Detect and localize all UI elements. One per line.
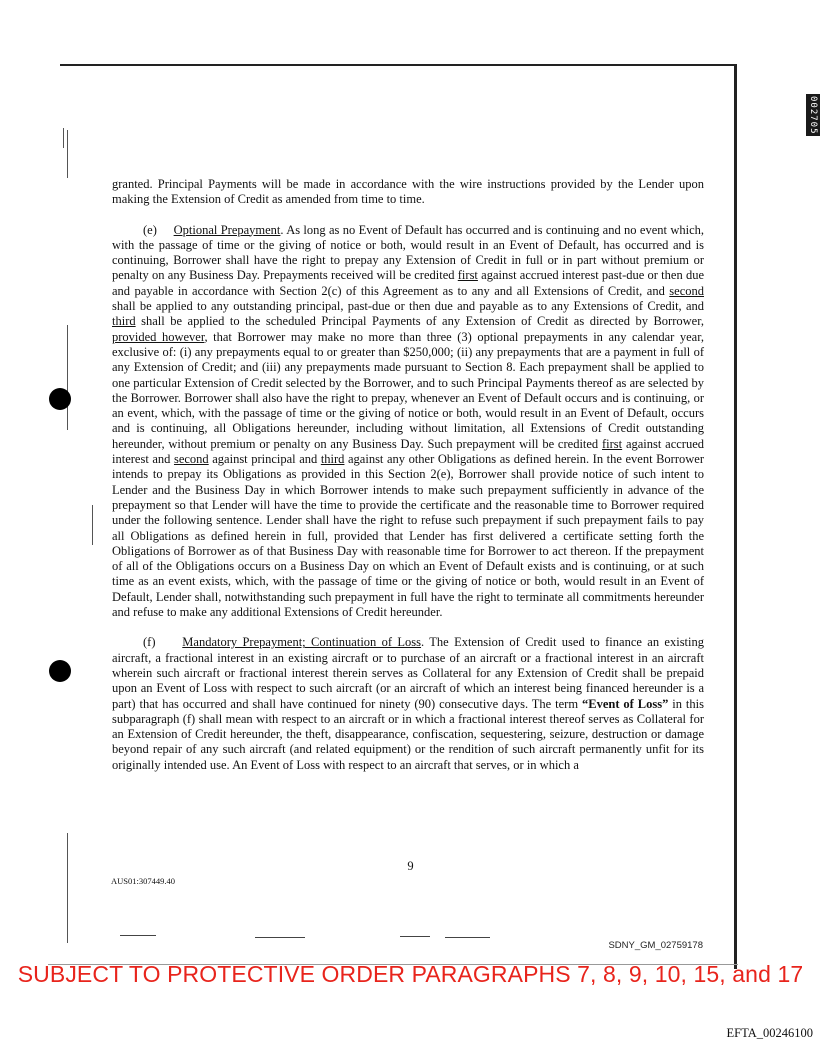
- scan-border-right: [734, 64, 737, 969]
- section-f-label: (f): [143, 635, 156, 650]
- section-e-optional-prepayment: (e) Optional Prepayment. As long as no Event of Default has occurred and is continuing and no event which, with the passage of time or the giving of notice or both, would result in an Event of Default, has occurred and is continuing, Borrower shall have the right to prepay any Extension of Credit in full or in part without premium or penalty on any Business Day. Prepayments received will be credited first against accrued interest past-due or then due and payable in accordance with Section 2(c) of this Agreement as to any and all Extensions of Credit, and second shall be applied to any outstanding principal, past-due or then due and payable as to any Extensions of Credit, and third shall be applied to the scheduled Principal Payments of any Extension of Credit as directed by Borrower, provided however, that Borrower may make no more than three (3) optional prepayments in any calendar year, exclusive of: (i) any prepayments equal to or greater than $250,000; (ii) any prepayments that are a payment in full of any Extension of Credit; and (iii) any prepayments made pursuant to Section 8. Each prepayment shall be applied to one particular Extension of Credit selected by the Borrower, and to such Principal Payments thereof as are selected by the Borrower. Borrower shall also have the right to prepay, whenever an Event of Default occurs and is continuing, or an event, which, with the passage of time or the giving of notice or both, would result in an Event of Default, occurs and is continuing, all Obligations hereunder, including without limitation, all Extensions of Credit outstanding hereunder, without premium or penalty on any Business Day. Such prepayment will be credited first against accrued interest and second against principal and third against any other Obligations as defined herein. In the event Borrower intends to prepay its Obligations as provided in this Section 2(e), Borrower shall provide notice of such intent to Lender and the Business Day in which Borrower intends to make such prepayment sufficiently in advance of the prepayment so that Lender will have the time to provide the certificate and the reasonable time to Borrower required under the following sentence. Lender shall have the right to refuse such prepayment if such prepayment fails to pay all Obligations as defined herein in full, provided that Lender has first delivered a certificate setting forth the Obligations of Borrower as of that Business Day with reasonable time for Borrower to act thereon. If the prepayment of all of the Obligations occurs on a Business Day on which an Event of Default exists and is continuing, or at such time as an event exists, which, with the passage of time or the giving of notice or both, would result in an Event of Default, Lender shall, notwithstanding such prepayment in full have the right to terminate all commitments hereunder and refuse to make any additional Extensions of Credit hereunder.: [112, 222, 705, 620]
- punch-hole: [49, 388, 71, 410]
- section-e-heading: Optional Prepayment: [173, 222, 281, 237]
- section-f-mandatory-prepayment: (f) Mandatory Prepayment; Continuation of Loss. The Extension of Credit used to finance an existing aircraft, a fractional interest in an existing aircraft or to purchase of an aircraft or a fractional interest in an aircraft wherein such aircraft or fractional interest therein serves as Collateral for any Extension of Credit shall be prepaid upon an Event of Loss with respect to such aircraft (or an aircraft of which an interest being financed hereunder is a part) that has occurred and shall have continued for ninety (90) consecutive days. The term “Event of Loss” in this subparagraph (f) shall mean with respect to an aircraft or in which a fractional interest thereof serves as Collateral for an Extension of Credit hereunder, the theft, disappearance, confiscation, sequestering, seizure, destruction or damage beyond repair of any such aircraft (and related equipment) or the rendition of such aircraft permanently unfit for its originally intended use. An Event of Loss with respect to an aircraft that serves, or in which a: [112, 635, 705, 772]
- punch-hole: [49, 660, 71, 682]
- scan-artifact: [400, 936, 430, 937]
- margin-mark: [92, 505, 93, 545]
- page-number: 9: [407, 859, 414, 873]
- document-code: AUS01:307449.40: [111, 876, 175, 886]
- efta-number: EFTA_00246100: [726, 1026, 813, 1040]
- section-f-heading: Mandatory Prepayment; Continuation of Loss: [182, 635, 422, 650]
- scan-border-top: [60, 64, 736, 66]
- section-e-label: (e): [143, 222, 157, 237]
- sdny-bates-number: SDNY_GM_02759178: [608, 940, 703, 951]
- paragraph-continuation: granted. Principal Payments will be made in accordance with the wire instructions provided by the Lender upon making the Extension of Credit as amended from time to time.: [112, 177, 704, 207]
- margin-mark: [67, 325, 68, 430]
- protective-order-notice: SUBJECT TO PROTECTIVE ORDER PARAGRAPHS 7, 8, 9, 10, 15, and 17: [17, 961, 804, 987]
- margin-mark: [67, 130, 68, 178]
- margin-mark: [67, 833, 68, 943]
- scan-artifact: [255, 937, 305, 938]
- scan-artifact: [445, 937, 490, 938]
- margin-mark: [63, 128, 64, 148]
- scan-artifact: [120, 935, 156, 936]
- side-bates-stamp: 002705: [808, 95, 818, 135]
- document-body: [112, 177, 704, 788]
- defined-term-event-of-loss: “Event of Loss”: [582, 696, 669, 711]
